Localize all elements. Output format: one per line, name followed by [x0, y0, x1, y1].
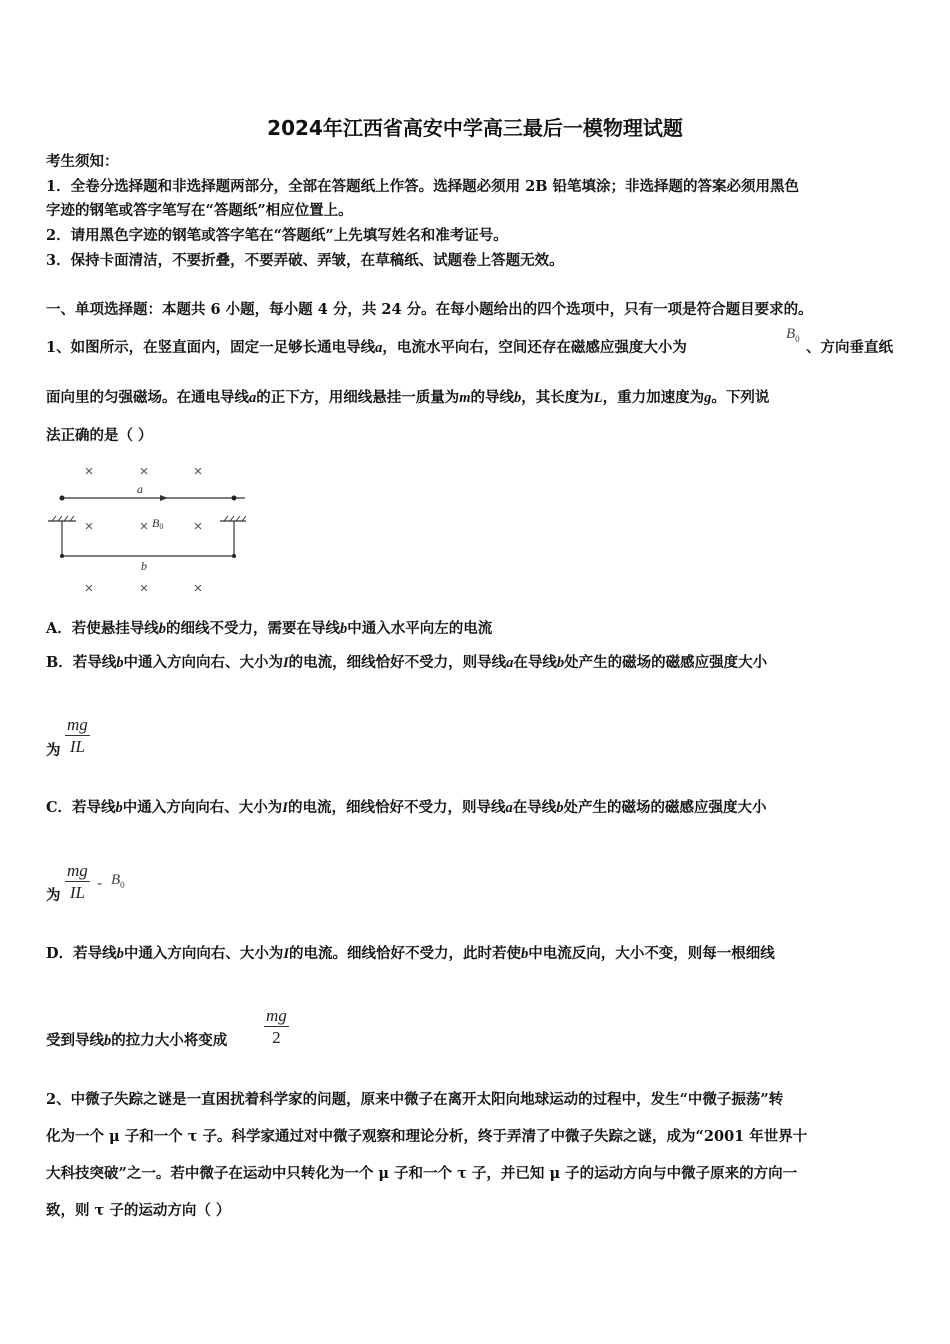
field-cross: ×: [84, 518, 94, 535]
option-c-minus: -: [97, 874, 103, 892]
field-cross: ×: [139, 463, 149, 480]
wire-a-end: [60, 496, 65, 501]
notice-item-3: 3．保持卡面清洁，不要折叠，不要弄破、弄皱，在草稿纸、试题卷上答题无效。: [46, 252, 564, 269]
option-d-line2: 受到导线b的拉力大小将变成: [46, 1032, 228, 1049]
q1-stem-line1-end: 、方向垂直纸: [806, 339, 893, 356]
field-cross: ×: [139, 580, 149, 597]
b0-symbol: $B_0$: [786, 326, 800, 344]
label-b0: B0: [152, 516, 164, 531]
field-cross: ×: [84, 580, 94, 597]
field-cross: ×: [84, 463, 94, 480]
field-cross: ×: [193, 580, 203, 597]
field-cross: ×: [193, 518, 203, 535]
notice-item-2: 2．请用黑色字迹的钢笔或答字笔在“答题纸”上先填写姓名和准考证号。: [46, 227, 508, 244]
option-c-fraction: $\frac{mg}{IL}$: [67, 861, 88, 902]
option-b: B．若导线b中通入方向向右、大小为I的电流，细线恰好不受力，则导线a在导线b处产生的磁场的磁感应强度大小: [46, 654, 768, 671]
page-title: 2024年江西省高安中学高三最后一模物理试题: [267, 116, 683, 140]
option-c-wei: 为: [46, 887, 61, 904]
option-b-wei: 为: [46, 742, 61, 759]
option-c: C．若导线b中通入方向向右、大小为I的电流，细线恰好不受力，则导线a在导线b处产生的磁场的磁感应强度大小: [46, 799, 767, 816]
option-b-fraction: $\frac{mg}{IL}$: [67, 715, 88, 756]
section-heading: 一、单项选择题：本题共 6 小题，每小题 4 分，共 24 分。在每小题给出的四个选项中，只有一项是符合题目要求的。: [46, 301, 813, 318]
option-c-b0: $B_0$: [111, 872, 125, 890]
q2-line1: 2、中微子失踪之谜是一直困扰着科学家的问题，原来中微子在离开太阳向地球运动的过程中，发生“中微子振荡”转: [46, 1091, 784, 1108]
q1-stem-line3: 法正确的是（ ）: [46, 427, 153, 444]
q1-figure: [40, 455, 260, 605]
notice-item-1: 1．全卷分选择题和非选择题两部分，全部在答题纸上作答。选择题必须用 2B 铅笔填涂；非选择题的答案必须用黑色: [46, 178, 800, 195]
option-a: A．若使悬挂导线b的细线不受力，需要在导线b中通入水平向左的电流: [46, 620, 493, 637]
notice-item-1-cont: 字迹的钢笔或答字笔写在“答题纸”相应位置上。: [46, 202, 353, 219]
option-d: D．若导线b中通入方向向右、大小为I的电流。细线恰好不受力，此时若使b中电流反向，大小不变，则每一根细线: [46, 945, 775, 962]
q2-line2: 化为一个 μ 子和一个 τ 子。科学家通过对中微子观察和理论分析，终于弄清了中微子失踪之谜，成为“2001 年世界十: [46, 1128, 808, 1145]
q1-stem-line2: 面向里的匀强磁场。在通电导线a的正下方，用细线悬挂一质量为m的导线b，其长度为L，重力加速度为g。下列说: [46, 389, 770, 406]
q2-line4: 致，则 τ 子的运动方向（ ）: [46, 1202, 231, 1219]
label-b: b: [141, 559, 147, 573]
wire-a-end: [232, 496, 237, 501]
field-cross: ×: [193, 463, 203, 480]
option-d-fraction: $\frac{mg}{2}$: [266, 1006, 287, 1047]
q2-line3: 大科技突破”之一。若中微子在运动中只转化为一个 μ 子和一个 τ 子，并已知 μ 子的运动方向与中微子原来的方向一: [46, 1165, 798, 1182]
current-arrow: [160, 495, 168, 501]
field-cross: ×: [139, 518, 149, 535]
notice-heading: 考生须知：: [46, 153, 119, 170]
q1-stem-line1: 1、如图所示，在竖直面内，固定一足够长通电导线a，电流水平向右，空间还存在磁感应强度大小为: [46, 339, 687, 356]
label-a: a: [137, 482, 143, 496]
